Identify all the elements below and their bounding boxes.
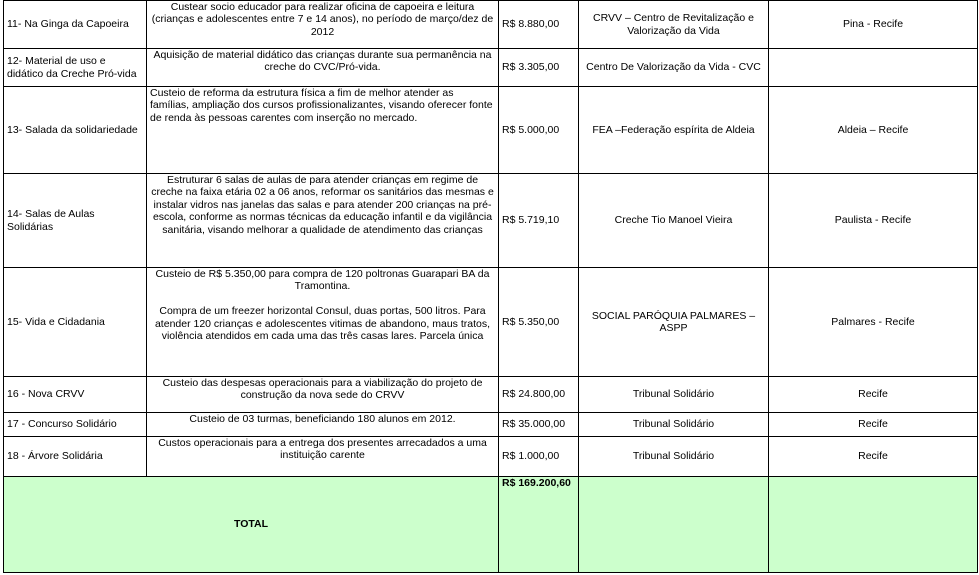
project-description-cell: Custos operacionais para a entrega dos presentes arrecadados a uma instituição carente xyxy=(147,437,499,477)
table-row xyxy=(4,377,978,413)
project-name-cell: 17 - Concurso Solidário xyxy=(4,413,147,437)
project-value-cell: R$ 8.880,00 xyxy=(499,1,579,49)
table-row xyxy=(4,174,978,268)
total-label: TOTAL xyxy=(4,477,499,573)
project-description-cell: Custeio de reforma da estrutura física a fim de melhor atender as famílias, ampliação dos cursos profissionalizantes, visando oferecer fonte de renda às pessoas carentes com inserção no mercado. xyxy=(147,87,499,174)
project-value-cell: R$ 24.800,00 xyxy=(499,377,579,413)
project-description-cell: Custeio das despesas operacionais para a viabilização do projeto de construção da nova sede do CRVV xyxy=(147,377,499,413)
project-value-cell: R$ 35.000,00 xyxy=(499,413,579,437)
project-value-cell: R$ 5.719,10 xyxy=(499,174,579,268)
total-place-empty-cell xyxy=(769,477,978,573)
table-row xyxy=(4,437,978,477)
project-name-cell: 18 - Árvore Solidária xyxy=(4,437,147,477)
total-value: R$ 169.200,60 xyxy=(499,477,579,573)
project-place-cell: Palmares - Recife xyxy=(769,268,978,377)
project-institution-cell: Tribunal Solidário xyxy=(579,377,769,413)
project-description-cell: Custeio de 03 turmas, beneficiando 180 alunos em 2012. xyxy=(147,413,499,437)
table-row xyxy=(4,49,978,87)
projects-table xyxy=(3,0,978,573)
project-place-cell xyxy=(769,49,978,87)
project-description-cell xyxy=(147,268,499,377)
project-description-cell: Estruturar 6 salas de aulas de para atender crianças em regime de creche na faixa etária 02 a 06 anos, reformar os sanitários das mesmas e instalar vidros nas janelas das salas e para atender 200 crianças na pré-escola, conforme as normas técnicas da educação infantil e da vigilância sanitária, visando melhorar a qualidade de atendimento das crianças xyxy=(147,174,499,268)
project-institution-cell: FEA –Federação espírita de Aldeia xyxy=(579,87,769,174)
description-part-1: Custeio de R$ 5.350,00 para compra de 120 poltronas Guarapari BA da Tramontina. xyxy=(155,268,490,293)
total-row xyxy=(4,477,978,573)
project-value-cell: R$ 1.000,00 xyxy=(499,437,579,477)
project-institution-cell: Centro De Valorização da Vida - CVC xyxy=(579,49,769,87)
table-row xyxy=(4,268,978,377)
project-name-cell: 16 - Nova CRVV xyxy=(4,377,147,413)
project-description-cell: Aquisição de material didático das crianças durante sua permanência na creche do CVC/Pró-vida. xyxy=(147,49,499,87)
total-institution-empty-cell xyxy=(579,477,769,573)
table-row xyxy=(4,413,978,437)
project-institution-cell: Creche Tio Manoel Vieira xyxy=(579,174,769,268)
project-place-cell: Paulista - Recife xyxy=(769,174,978,268)
project-name-cell: 11- Na Ginga da Capoeira xyxy=(4,1,147,49)
project-value-cell: R$ 3.305,00 xyxy=(499,49,579,87)
project-institution-cell: CRVV – Centro de Revitalização e Valorização da Vida xyxy=(579,1,769,49)
project-place-cell: Aldeia – Recife xyxy=(769,87,978,174)
project-name-cell: 13- Salada da solidariedade xyxy=(4,87,147,174)
project-place-cell: Recife xyxy=(769,377,978,413)
description-part-2: Compra de um freezer horizontal Consul, duas portas, 500 litros. Para atender 120 crianças e adolescentes vitimas de abandono, maus tratos, violência atendidos em cada uma das três casas lares. Parcela única xyxy=(154,305,491,343)
project-name-cell: 14- Salas de Aulas Solidárias xyxy=(4,174,147,268)
table-row xyxy=(4,1,978,49)
project-value-cell: R$ 5.350,00 xyxy=(499,268,579,377)
project-description-cell: Custear socio educador para realizar oficina de capoeira e leitura (crianças e adolescentes entre 7 e 14 anos), no período de março/dez de 2012 xyxy=(147,1,499,49)
project-value-cell: R$ 5.000,00 xyxy=(499,87,579,174)
project-place-cell: Recife xyxy=(769,437,978,477)
project-institution-cell: Tribunal Solidário xyxy=(579,437,769,477)
project-name-cell: 15- Vida e Cidadania xyxy=(4,268,147,377)
table-row xyxy=(4,87,978,174)
project-institution-cell: Tribunal Solidário xyxy=(579,413,769,437)
project-institution-cell: SOCIAL PARÓQUIA PALMARES – ASPP xyxy=(579,268,769,377)
project-place-cell: Pina - Recife xyxy=(769,1,978,49)
project-place-cell: Recife xyxy=(769,413,978,437)
project-name-cell: 12- Material de uso e didático da Creche Pró-vida xyxy=(4,49,147,87)
